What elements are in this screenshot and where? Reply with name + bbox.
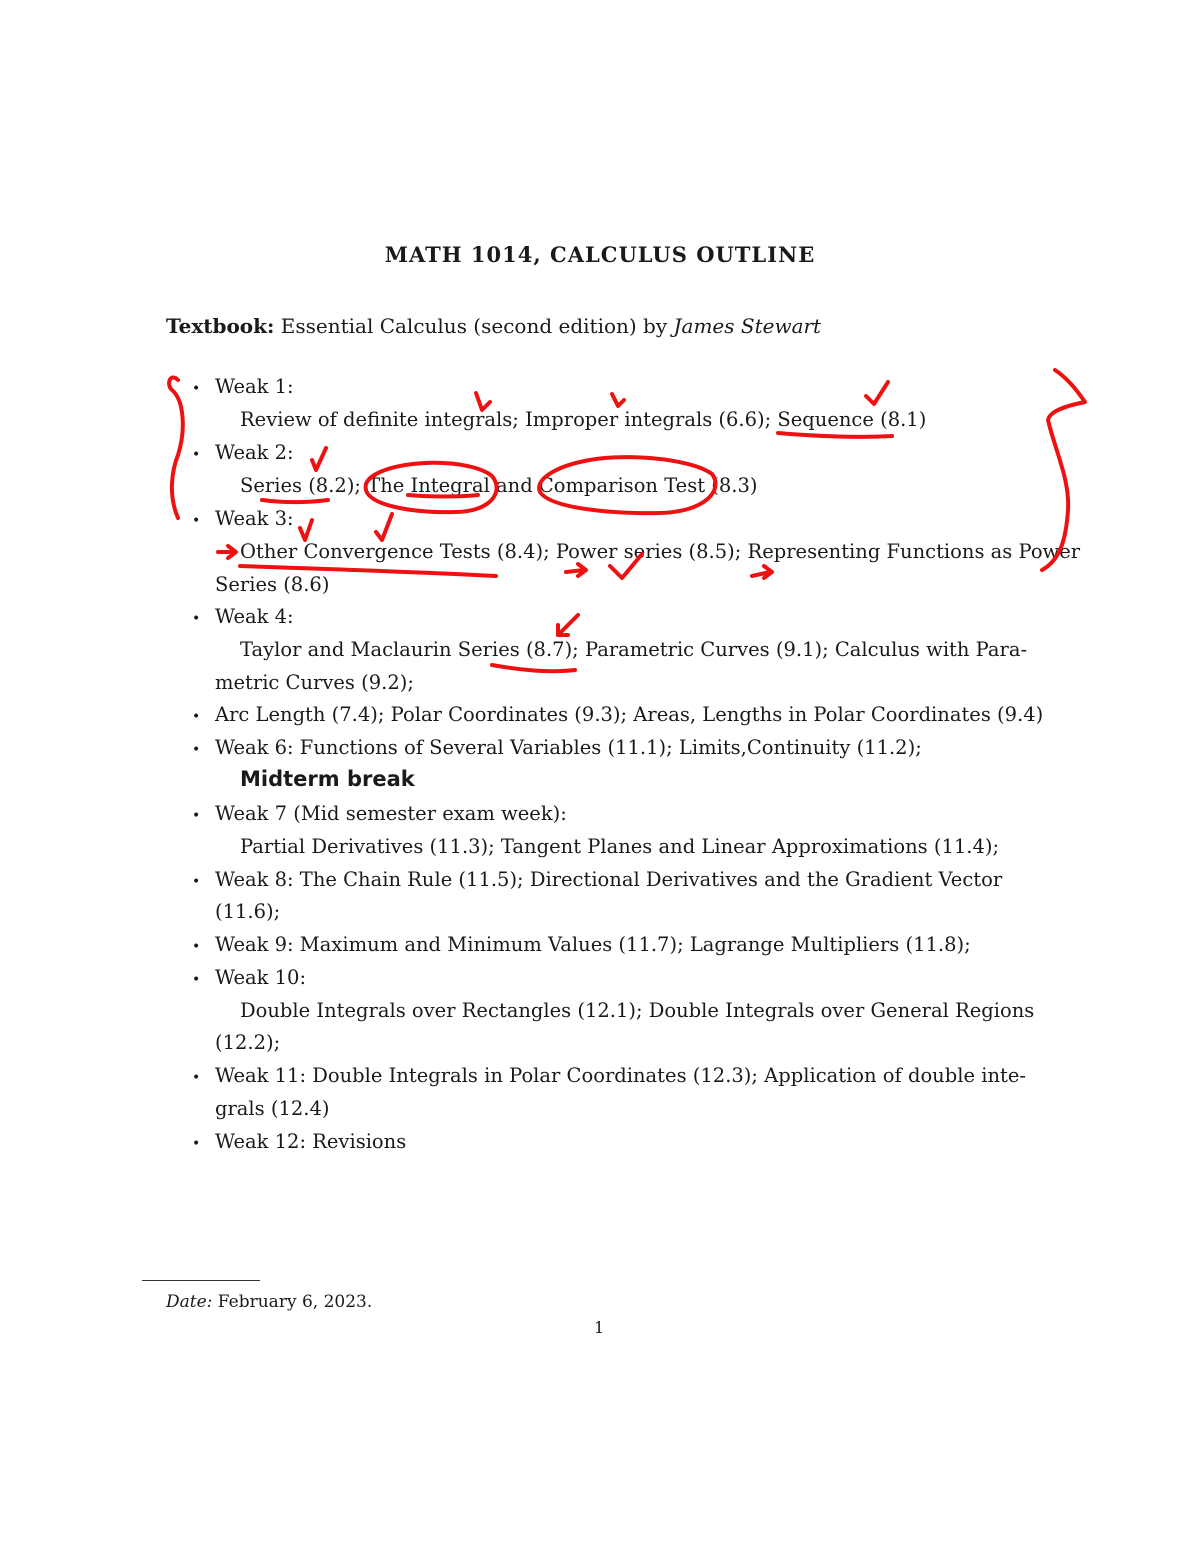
bullet-icon: •	[192, 1136, 201, 1152]
check-mark-icon	[866, 382, 888, 404]
check-mark-icon	[312, 448, 326, 470]
textbook-label: Textbook:	[166, 314, 275, 338]
list-item-head: Arc Length (7.4); Polar Coordinates (9.3); Areas, Lengths in Polar Coordinates (9.4)	[215, 703, 1044, 726]
left-brace-mark	[169, 377, 183, 518]
list-item-text: (11.6);	[215, 900, 281, 923]
list-item-text: metric Curves (9.2);	[215, 671, 414, 694]
bullet-icon: •	[192, 381, 201, 397]
midterm-break-heading: Midterm break	[240, 767, 415, 791]
list-item-text: Taylor and Maclaurin Series (8.7); Parametric Curves (9.1); Calculus with Para-	[240, 638, 1028, 661]
arrow-mark	[558, 615, 578, 635]
bullet-icon: •	[192, 808, 201, 824]
underline-mark	[492, 665, 575, 671]
list-item-head: Weak 1:	[215, 375, 294, 398]
bullet-icon: •	[192, 874, 201, 890]
bullet-icon: •	[192, 709, 201, 725]
list-item-head: Weak 9: Maximum and Minimum Values (11.7); Lagrange Multipliers (11.8);	[215, 933, 971, 956]
list-item-text: grals (12.4)	[215, 1097, 330, 1120]
list-item-head: Weak 8: The Chain Rule (11.5); Directional Derivatives and the Gradient Vector	[215, 868, 1003, 891]
list-item-text: Series (8.2); The Integral and Comparison Test (8.3)	[240, 474, 758, 497]
bullet-icon: •	[192, 972, 201, 988]
right-brace-mark	[1042, 370, 1085, 570]
circle-mark	[539, 457, 715, 513]
list-item-text: Other Convergence Tests (8.4); Power series (8.5); Representing Functions as Power	[240, 540, 1081, 563]
page-title: MATH 1014, CALCULUS OUTLINE	[384, 242, 816, 267]
list-item-text: Double Integrals over Rectangles (12.1); Double Integrals over General Regions	[240, 999, 1035, 1022]
bullet-icon: •	[192, 447, 201, 463]
list-item-text: (12.2);	[215, 1031, 281, 1054]
arrow-mark	[752, 566, 772, 578]
bullet-icon: •	[192, 1070, 201, 1086]
bullet-icon: •	[192, 513, 201, 529]
check-mark-icon	[476, 393, 490, 410]
list-item-head: Weak 6: Functions of Several Variables (11.1); Limits,Continuity (11.2);	[215, 736, 922, 759]
page-number: 1	[594, 1318, 605, 1337]
check-mark-icon	[610, 554, 642, 578]
bullet-icon: •	[192, 939, 201, 955]
list-item-head: Weak 12: Revisions	[215, 1130, 407, 1153]
check-mark-icon	[376, 514, 392, 540]
list-item-head: Weak 7 (Mid semester exam week):	[215, 802, 567, 825]
textbook-text: Essential Calculus (second edition) by	[280, 314, 668, 338]
footnote-text: February 6, 2023.	[217, 1292, 373, 1312]
underline-mark	[262, 500, 328, 502]
check-mark-icon	[612, 394, 624, 406]
list-item-text: Review of definite integrals; Improper integrals (6.6); Sequence (8.1)	[240, 408, 927, 431]
underline-mark	[408, 495, 478, 497]
list-item-text: Series (8.6)	[215, 573, 330, 596]
list-item-head: Weak 3:	[215, 507, 294, 530]
bullet-icon: •	[192, 742, 201, 758]
list-item-head: Weak 11: Double Integrals in Polar Coordinates (12.3); Application of double inte-	[215, 1064, 1026, 1087]
footnote-label: Date:	[166, 1292, 213, 1312]
circle-mark	[366, 463, 497, 512]
arrow-mark	[218, 546, 236, 558]
list-item-head: Weak 10:	[215, 966, 307, 989]
arrow-mark	[566, 564, 586, 576]
bullet-icon: •	[192, 611, 201, 627]
list-item-head: Weak 4:	[215, 605, 294, 628]
list-item-text: Partial Derivatives (11.3); Tangent Planes and Linear Approximations (11.4);	[240, 835, 1000, 858]
check-mark-icon	[300, 520, 312, 540]
underline-mark	[778, 433, 892, 437]
list-item-head: Weak 2:	[215, 441, 294, 464]
underline-mark	[240, 566, 496, 576]
textbook-author: James Stewart	[673, 314, 822, 338]
